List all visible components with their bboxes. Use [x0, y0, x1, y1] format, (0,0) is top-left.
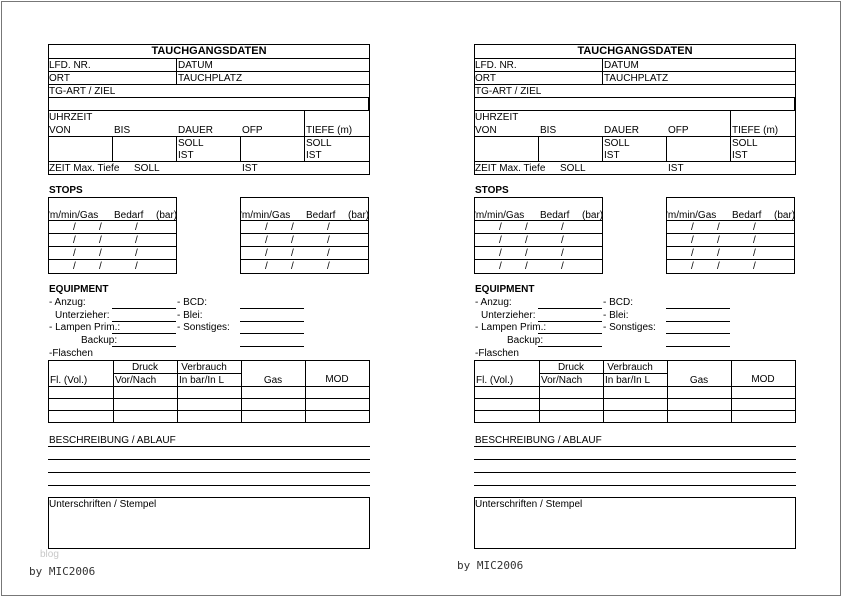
vornach-header: Vor/Nach	[541, 375, 583, 386]
grid-line	[241, 233, 368, 234]
bcd-line[interactable]	[240, 308, 304, 309]
tauchplatz-label: TAUCHPLATZ	[178, 73, 243, 84]
beschreibung-line[interactable]	[474, 485, 796, 486]
stops-table-1	[474, 197, 603, 274]
tg-art-label: TG-ART / ZIEL	[475, 86, 542, 97]
sonstiges-line-2[interactable]	[666, 346, 730, 347]
slash-separator: /	[499, 235, 502, 246]
stops-table-2	[240, 197, 369, 274]
grid-line	[474, 71, 796, 72]
grid-line	[176, 58, 177, 84]
grid-line	[48, 71, 370, 72]
slash-separator: /	[691, 261, 694, 272]
grid-line	[48, 136, 370, 137]
grid-line	[241, 259, 368, 260]
lampen-label: - Lampen Prim.:	[49, 322, 121, 333]
slash-separator: /	[561, 261, 564, 272]
zeit-max-tiefe-label: ZEIT Max. Tiefe	[475, 163, 546, 174]
lampen-line[interactable]	[112, 333, 176, 334]
grid-line	[49, 410, 369, 411]
gas-header: Gas	[689, 375, 709, 386]
stops-bar-header: (bar)	[582, 210, 604, 221]
slash-separator: /	[561, 248, 564, 259]
datum-label: DATUM	[178, 60, 213, 71]
flaschen-table	[48, 360, 370, 423]
ort-label: ORT	[475, 73, 496, 84]
grid-line	[48, 110, 370, 111]
stops-bedarf-header: Bedarf	[540, 210, 570, 221]
slash-separator: /	[753, 248, 756, 259]
beschreibung-line[interactable]	[48, 472, 370, 473]
slash-separator: /	[525, 222, 528, 233]
flaschen-label: -Flaschen	[49, 348, 93, 359]
grid-line	[304, 110, 305, 161]
flaschen-label: -Flaschen	[475, 348, 519, 359]
grid-line	[475, 259, 602, 260]
stops-table-1	[48, 197, 177, 274]
slash-separator: /	[717, 248, 720, 259]
slash-separator: /	[73, 261, 76, 272]
stops-bar-header: (bar)	[348, 210, 370, 221]
ofp-label: OFP	[668, 125, 689, 136]
slash-separator: /	[265, 235, 268, 246]
slash-separator: /	[291, 222, 294, 233]
verbrauch-header: Verbrauch	[607, 362, 653, 373]
bcd-line[interactable]	[666, 308, 730, 309]
anzug-line[interactable]	[538, 308, 602, 309]
slash-separator: /	[73, 235, 76, 246]
grid-line	[176, 136, 177, 161]
grid-line	[241, 361, 242, 422]
sonstiges-line[interactable]	[666, 333, 730, 334]
grid-line	[475, 410, 795, 411]
slash-separator: /	[265, 248, 268, 259]
slash-separator: /	[561, 222, 564, 233]
slash-separator: /	[499, 222, 502, 233]
tiefe-ist-label: IST	[306, 150, 322, 161]
slash-separator: /	[99, 235, 102, 246]
dauer-ist-label: IST	[604, 150, 620, 161]
von-label: VON	[49, 125, 71, 136]
uhrzeit-label: UHRZEIT	[475, 112, 519, 123]
stops-bedarf-header: Bedarf	[114, 210, 144, 221]
tiefe-ist-label: IST	[732, 150, 748, 161]
bcd-label: - BCD:	[603, 297, 633, 308]
zeit-soll-label: SOLL	[560, 163, 586, 174]
slash-separator: /	[135, 261, 138, 272]
beschreibung-line[interactable]	[48, 459, 370, 460]
slash-separator: /	[291, 235, 294, 246]
lampen-line[interactable]	[538, 333, 602, 334]
slash-separator: /	[327, 222, 330, 233]
backup-label: Backup:	[507, 335, 544, 346]
vornach-header: Vor/Nach	[115, 375, 157, 386]
stops-bedarf-header: Bedarf	[306, 210, 336, 221]
slash-separator: /	[265, 222, 268, 233]
grid-line	[240, 136, 241, 161]
inbar-header: In bar/In L	[179, 375, 225, 386]
zeit-max-tiefe-label: ZEIT Max. Tiefe	[49, 163, 120, 174]
slash-separator: /	[525, 235, 528, 246]
slash-separator: /	[73, 222, 76, 233]
beschreibung-line[interactable]	[474, 446, 796, 447]
grid-line	[48, 58, 370, 59]
unterschriften-label: Unterschriften / Stempel	[49, 499, 157, 510]
blei-label: - Blei:	[177, 310, 203, 321]
slash-separator: /	[99, 222, 102, 233]
tg-art-label: TG-ART / ZIEL	[49, 86, 116, 97]
equipment-heading: EQUIPMENT	[475, 284, 535, 295]
stops-heading: STOPS	[475, 185, 509, 196]
slash-separator: /	[753, 235, 756, 246]
slash-separator: /	[717, 235, 720, 246]
slash-separator: /	[135, 248, 138, 259]
unterschriften-label: Unterschriften / Stempel	[475, 499, 583, 510]
grid-line	[475, 398, 795, 399]
slash-separator: /	[753, 261, 756, 272]
beschreibung-line[interactable]	[474, 472, 796, 473]
grid-line	[49, 259, 176, 260]
beschreibung-heading: BESCHREIBUNG / ABLAUF	[49, 435, 176, 446]
beschreibung-line[interactable]	[48, 485, 370, 486]
slash-separator: /	[327, 261, 330, 272]
verbrauch-header: Verbrauch	[181, 362, 227, 373]
backup-line[interactable]	[538, 346, 602, 347]
stops-bar-header: (bar)	[156, 210, 178, 221]
zeit-soll-label: SOLL	[134, 163, 160, 174]
uhrzeit-label: UHRZEIT	[49, 112, 93, 123]
slash-separator: /	[691, 248, 694, 259]
slash-separator: /	[499, 261, 502, 272]
left-signature: by MIC2006	[29, 565, 96, 578]
grid-line	[474, 161, 796, 162]
unterzieher-label: Unterzieher:	[481, 310, 536, 321]
slash-separator: /	[73, 248, 76, 259]
grid-line	[474, 110, 796, 111]
slash-separator: /	[561, 235, 564, 246]
faint-watermark: blog	[40, 549, 59, 560]
grid-line	[305, 361, 306, 422]
ofp-label: OFP	[242, 125, 263, 136]
sonstiges-line[interactable]	[240, 333, 304, 334]
inbar-header: In bar/In L	[605, 375, 651, 386]
grid-line	[730, 110, 731, 161]
von-label: VON	[475, 125, 497, 136]
grid-line	[666, 136, 667, 161]
grid-line	[475, 233, 602, 234]
gas-header: Gas	[263, 375, 283, 386]
grid-line	[48, 161, 370, 162]
unterzieher-line[interactable]	[112, 321, 176, 322]
slash-separator: /	[265, 261, 268, 272]
slash-separator: /	[135, 222, 138, 233]
datum-label: DATUM	[604, 60, 639, 71]
blei-label: - Blei:	[603, 310, 629, 321]
fl-vol-header: Fl. (Vol.)	[50, 375, 88, 386]
grid-line	[48, 84, 370, 85]
grid-line	[474, 58, 796, 59]
tiefe-label: TIEFE (m)	[732, 125, 779, 136]
grid-line	[602, 58, 603, 84]
lfd-nr-label: LFD. NR.	[475, 60, 517, 71]
stops-bar-header: (bar)	[774, 210, 796, 221]
tiefe-soll-label: SOLL	[306, 138, 332, 149]
slash-separator: /	[135, 235, 138, 246]
beschreibung-heading: BESCHREIBUNG / ABLAUF	[475, 435, 602, 446]
stops-bedarf-header: Bedarf	[732, 210, 762, 221]
grid-line	[667, 361, 668, 422]
stops-mmin-header: 'm/min/Gas	[666, 210, 717, 221]
unterzieher-label: Unterzieher:	[55, 310, 110, 321]
grid-line	[112, 136, 113, 161]
bcd-label: - BCD:	[177, 297, 207, 308]
stops-table-2	[666, 197, 795, 274]
lfd-nr-label: LFD. NR.	[49, 60, 91, 71]
grid-line	[241, 246, 368, 247]
dive-log-sheet-right	[474, 0, 804, 599]
dauer-soll-label: SOLL	[178, 138, 204, 149]
sonstiges-label: - Sonstiges:	[603, 322, 656, 333]
tauchplatz-label: TAUCHPLATZ	[604, 73, 669, 84]
slash-separator: /	[717, 261, 720, 272]
bis-label: BIS	[114, 125, 131, 136]
dauer-label: DAUER	[604, 125, 640, 136]
bis-label: BIS	[540, 125, 557, 136]
backup-label: Backup:	[81, 335, 118, 346]
grid-line	[48, 97, 370, 98]
grid-line	[474, 84, 796, 85]
backup-line[interactable]	[112, 346, 176, 347]
grid-line	[475, 386, 795, 387]
mod-header: MOD	[325, 374, 349, 385]
grid-line	[794, 97, 796, 110]
anzug-label: - Anzug:	[475, 297, 512, 308]
slash-separator: /	[753, 222, 756, 233]
sonstiges-line-2[interactable]	[240, 346, 304, 347]
grid-line	[667, 233, 794, 234]
slash-separator: /	[99, 248, 102, 259]
slash-separator: /	[327, 248, 330, 259]
dive-log-sheet-left	[48, 0, 378, 599]
slash-separator: /	[291, 261, 294, 272]
zeit-ist-label: IST	[242, 163, 258, 174]
slash-separator: /	[99, 261, 102, 272]
grid-line	[474, 97, 796, 98]
stops-heading: STOPS	[49, 185, 83, 196]
beschreibung-line[interactable]	[48, 446, 370, 447]
slash-separator: /	[499, 248, 502, 259]
grid-line	[667, 259, 794, 260]
form-title: TAUCHGANGSDATEN	[151, 45, 267, 57]
grid-line	[475, 246, 602, 247]
grid-line	[49, 233, 176, 234]
unterzieher-line[interactable]	[538, 321, 602, 322]
tiefe-label: TIEFE (m)	[306, 125, 353, 136]
grid-line	[538, 136, 539, 161]
slash-separator: /	[691, 222, 694, 233]
grid-line	[474, 136, 796, 137]
anzug-label: - Anzug:	[49, 297, 86, 308]
grid-line	[49, 246, 176, 247]
grid-line	[49, 386, 369, 387]
slash-separator: /	[291, 248, 294, 259]
stops-mmin-header: 'm/min/Gas	[240, 210, 291, 221]
dauer-label: DAUER	[178, 125, 214, 136]
dauer-ist-label: IST	[178, 150, 194, 161]
blei-line[interactable]	[240, 321, 304, 322]
slash-separator: /	[525, 261, 528, 272]
form-title: TAUCHGANGSDATEN	[577, 45, 693, 57]
mod-header: MOD	[751, 374, 775, 385]
blei-line[interactable]	[666, 321, 730, 322]
slash-separator: /	[525, 248, 528, 259]
druck-header: Druck	[557, 362, 585, 373]
slash-separator: /	[691, 235, 694, 246]
slash-separator: /	[327, 235, 330, 246]
anzug-line[interactable]	[112, 308, 176, 309]
slash-separator: /	[717, 222, 720, 233]
fl-vol-header: Fl. (Vol.)	[476, 375, 514, 386]
grid-line	[49, 398, 369, 399]
grid-line	[368, 97, 370, 110]
ort-label: ORT	[49, 73, 70, 84]
grid-line	[602, 136, 603, 161]
dauer-soll-label: SOLL	[604, 138, 630, 149]
flaschen-table	[474, 360, 796, 423]
grid-line	[667, 246, 794, 247]
beschreibung-line[interactable]	[474, 459, 796, 460]
grid-line	[731, 361, 732, 422]
lampen-label: - Lampen Prim.:	[475, 322, 547, 333]
druck-header: Druck	[131, 362, 159, 373]
tiefe-soll-label: SOLL	[732, 138, 758, 149]
stops-mmin-header: 'm/min/Gas	[48, 210, 99, 221]
stops-mmin-header: 'm/min/Gas	[474, 210, 525, 221]
sonstiges-label: - Sonstiges:	[177, 322, 230, 333]
right-signature: by MIC2006	[457, 559, 524, 572]
zeit-ist-label: IST	[668, 163, 684, 174]
equipment-heading: EQUIPMENT	[49, 284, 109, 295]
